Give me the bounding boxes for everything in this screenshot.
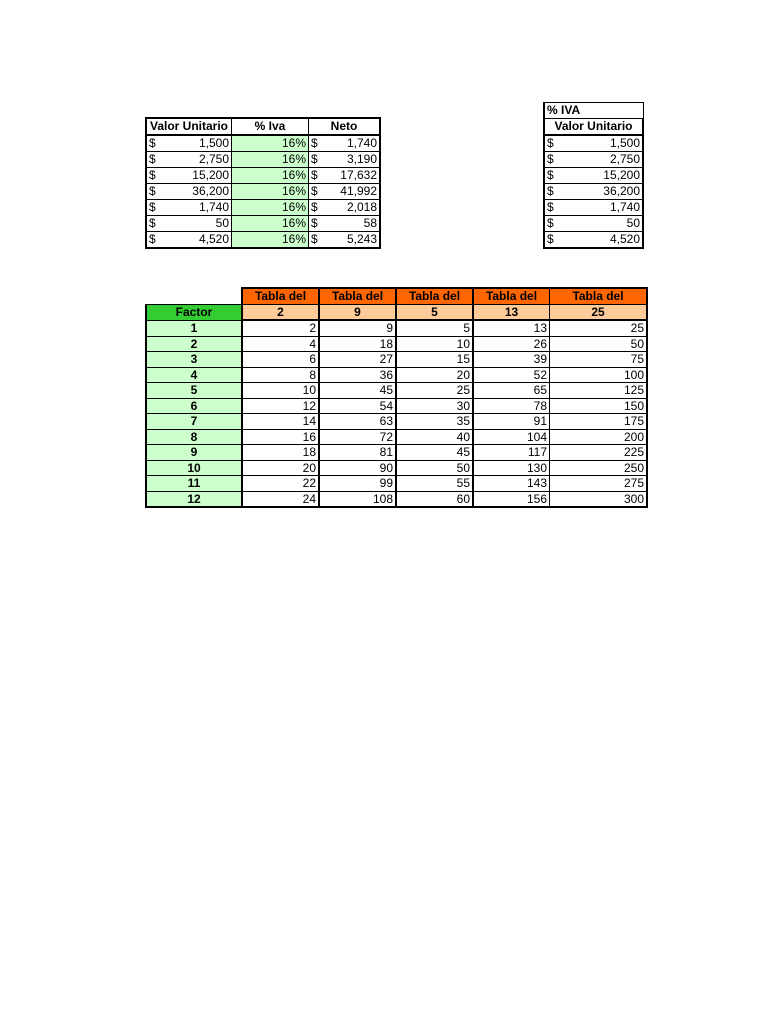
factor-cell: 1 <box>146 320 242 336</box>
currency-symbol: $ <box>547 200 554 214</box>
factor-cell: 2 <box>146 336 242 352</box>
table-row <box>544 135 643 152</box>
currency-value <box>149 216 229 231</box>
currency-value <box>149 184 229 199</box>
factor-cell: 9 <box>146 445 242 461</box>
table-row <box>146 414 647 430</box>
currency-symbol: $ <box>149 200 156 214</box>
product-cell: 200 <box>550 429 648 445</box>
header-iva: % Iva <box>232 118 309 135</box>
product-cell: 45 <box>319 383 396 399</box>
table-row <box>544 152 643 168</box>
tabla-del-header: Tabla del <box>473 288 550 304</box>
product-cell: 8 <box>242 367 319 383</box>
product-cell: 50 <box>396 460 473 476</box>
table-row <box>146 383 647 399</box>
neto-cell <box>309 200 381 216</box>
valor-unitario-cell <box>146 200 232 216</box>
product-cell: 156 <box>473 491 550 507</box>
product-cell: 50 <box>550 336 648 352</box>
product-cell: 30 <box>396 398 473 414</box>
valor-unitario-cell <box>146 184 232 200</box>
iva-cell: 16% <box>232 232 309 249</box>
currency-value <box>311 184 377 199</box>
product-cell: 26 <box>473 336 550 352</box>
factor-cell: 6 <box>146 398 242 414</box>
neto-cell <box>309 135 381 152</box>
currency-symbol: $ <box>311 232 318 246</box>
product-cell: 2 <box>242 320 319 336</box>
product-cell: 81 <box>319 445 396 461</box>
product-cell: 63 <box>319 414 396 430</box>
currency-value <box>311 232 377 247</box>
tabla-number-header: 25 <box>550 304 648 320</box>
currency-symbol: $ <box>547 232 554 246</box>
iva-cell: 16% <box>232 168 309 184</box>
currency-value <box>547 168 640 183</box>
currency-value <box>311 200 377 215</box>
currency-symbol: $ <box>311 152 318 166</box>
currency-value <box>149 232 229 247</box>
currency-symbol: $ <box>311 136 318 150</box>
product-cell: 91 <box>473 414 550 430</box>
neto-cell <box>309 152 381 168</box>
currency-symbol: $ <box>547 216 554 230</box>
table-row <box>146 398 647 414</box>
product-cell: 20 <box>396 367 473 383</box>
product-cell: 75 <box>550 352 648 368</box>
currency-symbol: $ <box>311 216 318 230</box>
product-cell: 100 <box>550 367 648 383</box>
neto-cell <box>309 184 381 200</box>
product-cell: 22 <box>242 476 319 492</box>
currency-symbol: $ <box>149 216 156 230</box>
tabla-number-header: 5 <box>396 304 473 320</box>
amount: 1,500 <box>198 136 229 150</box>
factor-cell: 5 <box>146 383 242 399</box>
tabla-number-header: 13 <box>473 304 550 320</box>
valor-unitario-cell <box>544 216 643 232</box>
valor-unitario-table <box>543 102 644 249</box>
neto-cell <box>309 168 381 184</box>
table-row <box>544 184 643 200</box>
table-row <box>544 200 643 216</box>
product-cell: 250 <box>550 460 648 476</box>
tabla-number-header: 2 <box>242 304 319 320</box>
iva-cell: 16% <box>232 152 309 168</box>
product-cell: 150 <box>550 398 648 414</box>
header-valor-unitario: Valor Unitario <box>146 118 232 135</box>
product-cell: 15 <box>396 352 473 368</box>
currency-symbol: $ <box>311 184 318 198</box>
amount: 4,520 <box>198 232 229 246</box>
valor-unitario-cell <box>544 232 643 249</box>
multiplication-table <box>145 287 648 508</box>
product-cell: 39 <box>473 352 550 368</box>
table-row <box>146 367 647 383</box>
product-cell: 13 <box>473 320 550 336</box>
table-row <box>544 216 643 232</box>
currency-symbol: $ <box>547 152 554 166</box>
valor-unitario-cell <box>544 184 643 200</box>
tabla-del-header: Tabla del <box>550 288 648 304</box>
valor-unitario-header: Valor Unitario <box>544 119 643 136</box>
product-cell: 55 <box>396 476 473 492</box>
table-row <box>146 336 647 352</box>
header-row-nums <box>146 304 647 320</box>
amount: 41,992 <box>340 184 377 198</box>
valor-unitario-cell <box>544 168 643 184</box>
tabla-del-header: Tabla del <box>319 288 396 304</box>
currency-value <box>311 168 377 183</box>
iva-cell: 16% <box>232 216 309 232</box>
product-cell: 16 <box>242 429 319 445</box>
product-cell: 27 <box>319 352 396 368</box>
neto-cell <box>309 216 381 232</box>
product-cell: 40 <box>396 429 473 445</box>
product-cell: 36 <box>319 367 396 383</box>
currency-value <box>547 152 640 167</box>
currency-symbol: $ <box>149 184 156 198</box>
currency-value <box>547 136 640 151</box>
factor-cell: 4 <box>146 367 242 383</box>
currency-symbol: $ <box>547 168 554 182</box>
currency-symbol: $ <box>149 168 156 182</box>
product-cell: 10 <box>396 336 473 352</box>
product-cell: 175 <box>550 414 648 430</box>
valor-unitario-cell <box>146 168 232 184</box>
currency-symbol: $ <box>547 136 554 150</box>
amount: 15,200 <box>603 168 640 182</box>
product-cell: 90 <box>319 460 396 476</box>
amount: 2,750 <box>198 152 229 166</box>
table-row <box>146 135 380 152</box>
table-row <box>146 491 647 507</box>
product-cell: 14 <box>242 414 319 430</box>
currency-value <box>311 216 377 231</box>
factor-cell: 11 <box>146 476 242 492</box>
table-row <box>146 152 380 168</box>
valor-unitario-cell <box>146 232 232 249</box>
product-cell: 24 <box>242 491 319 507</box>
currency-symbol: $ <box>149 136 156 150</box>
currency-value <box>311 152 377 167</box>
header-row-top <box>146 288 647 304</box>
amount: 58 <box>363 216 377 230</box>
iva-table <box>145 117 381 249</box>
currency-value <box>149 168 229 183</box>
factor-header: Factor <box>146 304 242 320</box>
table-row <box>544 232 643 249</box>
iva-cell: 16% <box>232 200 309 216</box>
product-cell: 12 <box>242 398 319 414</box>
table-row <box>146 168 380 184</box>
amount: 1,740 <box>198 200 229 214</box>
factor-cell: 8 <box>146 429 242 445</box>
product-cell: 35 <box>396 414 473 430</box>
product-cell: 10 <box>242 383 319 399</box>
table-row <box>146 445 647 461</box>
tabla-del-header: Tabla del <box>396 288 473 304</box>
factor-cell: 3 <box>146 352 242 368</box>
amount: 36,200 <box>603 184 640 198</box>
table-row <box>146 232 380 249</box>
product-cell: 4 <box>242 336 319 352</box>
factor-cell: 10 <box>146 460 242 476</box>
product-cell: 54 <box>319 398 396 414</box>
valor-unitario-cell <box>146 216 232 232</box>
factor-cell: 12 <box>146 491 242 507</box>
product-cell: 60 <box>396 491 473 507</box>
empty-cell <box>146 288 242 304</box>
currency-value <box>547 216 640 231</box>
currency-value <box>149 152 229 167</box>
product-cell: 65 <box>473 383 550 399</box>
tabla-del-header: Tabla del <box>242 288 319 304</box>
amount: 2,018 <box>346 200 377 214</box>
product-cell: 125 <box>550 383 648 399</box>
iva-cell: 16% <box>232 135 309 152</box>
currency-value <box>547 232 640 247</box>
table-row <box>146 476 647 492</box>
iva-cell: 16% <box>232 184 309 200</box>
currency-value <box>311 136 377 151</box>
product-cell: 104 <box>473 429 550 445</box>
amount: 50 <box>626 216 640 230</box>
valor-unitario-cell <box>146 152 232 168</box>
table-row <box>146 429 647 445</box>
product-cell: 99 <box>319 476 396 492</box>
product-cell: 72 <box>319 429 396 445</box>
header-neto: Neto <box>309 118 381 135</box>
valor-unitario-cell <box>544 200 643 216</box>
product-cell: 25 <box>550 320 648 336</box>
neto-cell <box>309 232 381 249</box>
amount: 15,200 <box>192 168 229 182</box>
currency-symbol: $ <box>311 200 318 214</box>
amount: 17,632 <box>340 168 377 182</box>
product-cell: 300 <box>550 491 648 507</box>
product-cell: 108 <box>319 491 396 507</box>
valor-unitario-cell <box>544 152 643 168</box>
currency-value <box>547 184 640 199</box>
product-cell: 6 <box>242 352 319 368</box>
product-cell: 9 <box>319 320 396 336</box>
currency-value <box>149 136 229 151</box>
currency-symbol: $ <box>547 184 554 198</box>
table-row <box>146 216 380 232</box>
amount: 4,520 <box>609 232 640 246</box>
valor-unitario-cell <box>544 135 643 152</box>
currency-symbol: $ <box>149 152 156 166</box>
product-cell: 52 <box>473 367 550 383</box>
table-row <box>146 352 647 368</box>
product-cell: 225 <box>550 445 648 461</box>
amount: 5,243 <box>346 232 377 246</box>
product-cell: 117 <box>473 445 550 461</box>
valor-unitario-cell <box>146 135 232 152</box>
amount: 3,190 <box>346 152 377 166</box>
amount: 1,740 <box>609 200 640 214</box>
product-cell: 130 <box>473 460 550 476</box>
currency-value <box>149 200 229 215</box>
amount: 36,200 <box>192 184 229 198</box>
factor-cell: 7 <box>146 414 242 430</box>
iva-title: % IVA <box>544 103 643 119</box>
table-row <box>146 320 647 336</box>
table-row <box>544 168 643 184</box>
currency-symbol: $ <box>311 168 318 182</box>
table-row <box>146 184 380 200</box>
product-cell: 18 <box>242 445 319 461</box>
amount: 1,500 <box>609 136 640 150</box>
product-cell: 18 <box>319 336 396 352</box>
product-cell: 45 <box>396 445 473 461</box>
currency-value <box>547 200 640 215</box>
product-cell: 78 <box>473 398 550 414</box>
product-cell: 25 <box>396 383 473 399</box>
amount: 50 <box>215 216 229 230</box>
table-row <box>146 200 380 216</box>
tabla-number-header: 9 <box>319 304 396 320</box>
amount: 2,750 <box>609 152 640 166</box>
product-cell: 275 <box>550 476 648 492</box>
currency-symbol: $ <box>149 232 156 246</box>
product-cell: 5 <box>396 320 473 336</box>
product-cell: 20 <box>242 460 319 476</box>
product-cell: 143 <box>473 476 550 492</box>
table-row <box>146 460 647 476</box>
amount: 1,740 <box>346 136 377 150</box>
